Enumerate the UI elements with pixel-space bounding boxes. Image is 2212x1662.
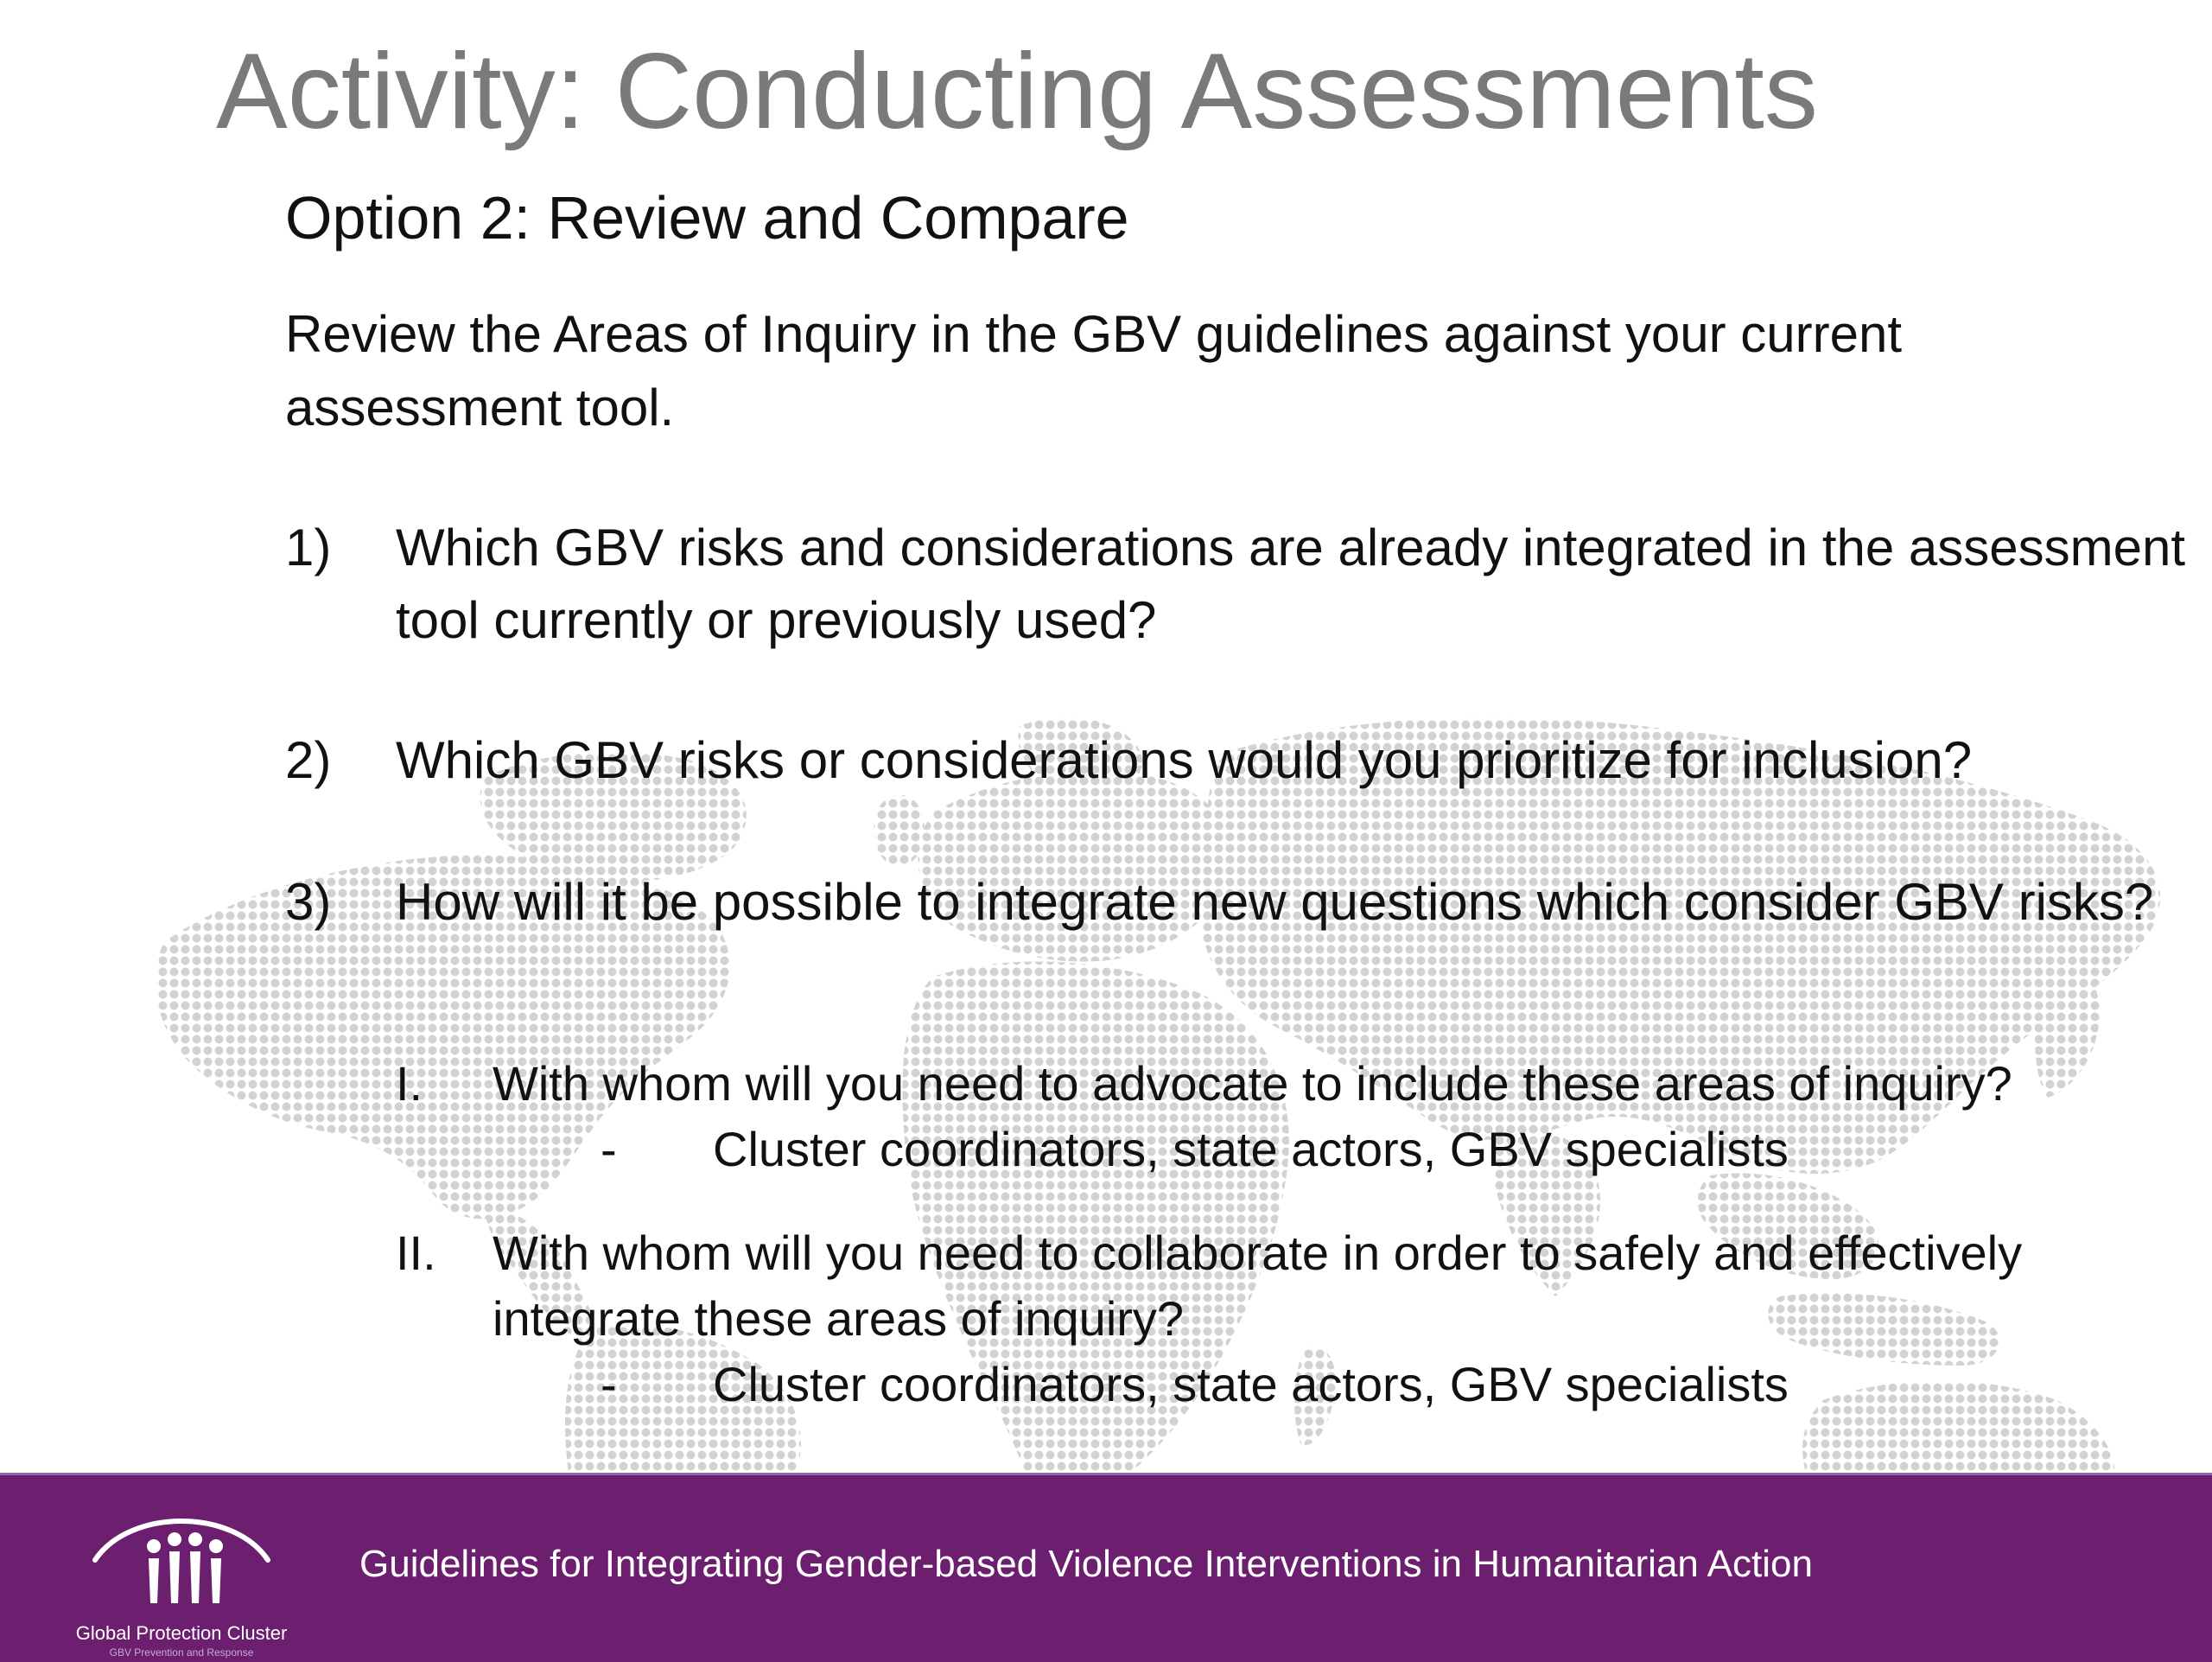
question-number: 1) (285, 519, 332, 576)
question-text: How will it be possible to integrate new questions which consider GBV risks? (396, 873, 2154, 931)
footer-bar (0, 1473, 2212, 1662)
answer-text: Cluster coordinators, state actors, GBV specialists (713, 1357, 1789, 1411)
sub-question-number: I. (396, 1056, 423, 1111)
sub-question-number: II. (396, 1226, 436, 1280)
dash-bullet: - (601, 1357, 617, 1411)
sub-question-text: With whom will you need to advocate to include these areas of inquiry? (493, 1056, 2012, 1111)
global-protection-cluster-logo (60, 1501, 302, 1659)
logo-org-subtitle: GBV Prevention and Response (109, 1646, 254, 1659)
sub-question-text: With whom will you need to collaborate in order to safely and effectively integrate these areas of inquiry? (493, 1226, 2023, 1346)
footer-guidelines-text: Guidelines for Integrating Gender-based Violence Interventions in Humanitarian Action (359, 1543, 1813, 1585)
dash-bullet: - (601, 1122, 617, 1176)
logo-org-name: Global Protection Cluster (75, 1622, 288, 1644)
question-number: 2) (285, 731, 332, 789)
question-number: 3) (285, 873, 332, 931)
question-text: Which GBV risks and considerations are already integrated in the assessment tool currently or previously used? (396, 519, 2186, 649)
people-arc-icon (78, 1501, 285, 1622)
intro-paragraph: Review the Areas of Inquiry in the GBV guidelines against your current assessment tool. (285, 305, 1903, 436)
slide-title: Activity: Conducting Assessments (216, 32, 1818, 151)
answer-text: Cluster coordinators, state actors, GBV specialists (713, 1122, 1789, 1176)
question-text: Which GBV risks or considerations would you prioritize for inclusion? (396, 731, 1973, 789)
slide-subtitle: Option 2: Review and Compare (285, 184, 1129, 252)
